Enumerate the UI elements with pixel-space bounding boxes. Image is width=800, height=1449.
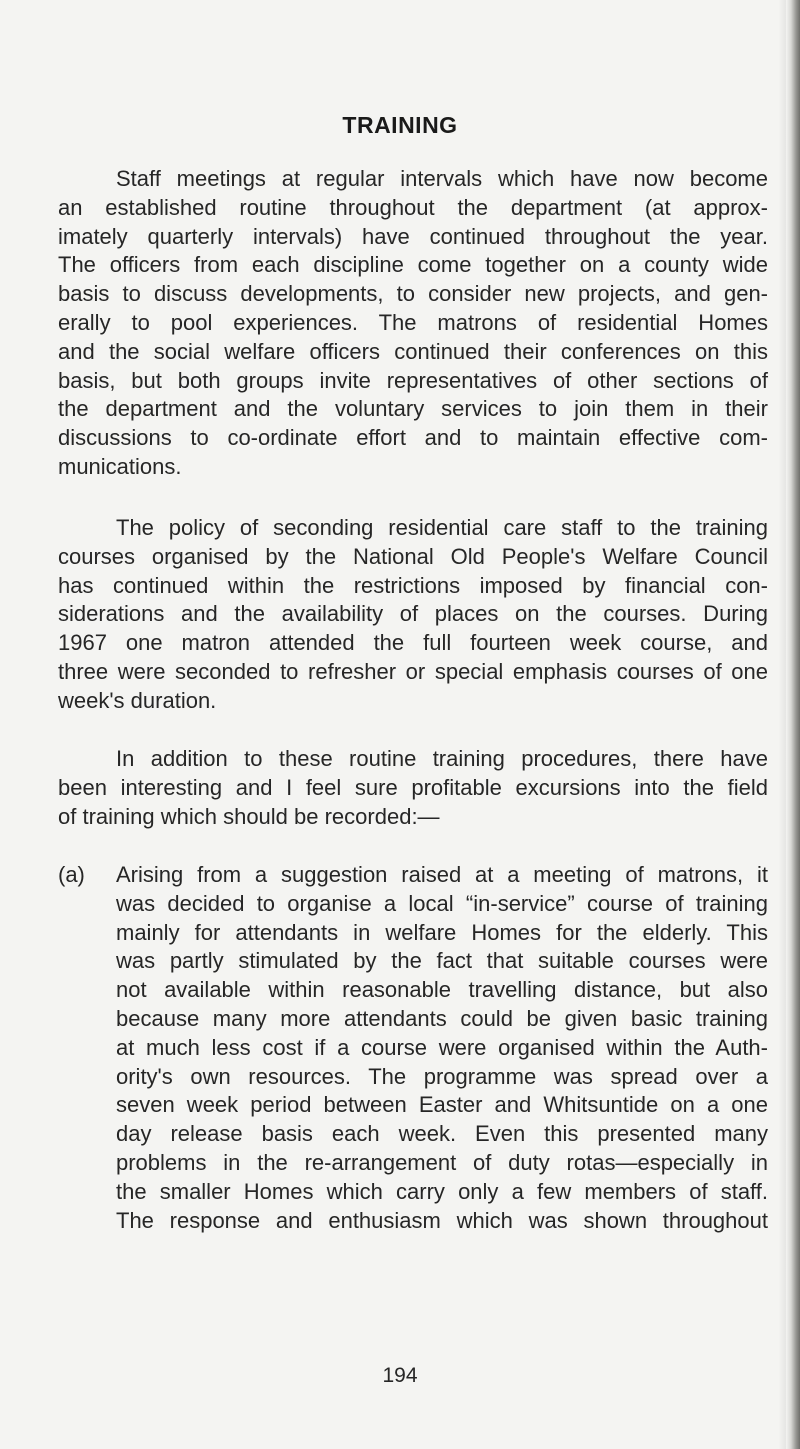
paragraph-line: and the social welfare officers continued their conferences on this [58, 338, 768, 364]
list-item-body [116, 861, 768, 1235]
paragraph-line: erally to pool experiences. The matrons of residential Homes [58, 309, 768, 335]
paragraph-line: week's duration. [58, 687, 217, 713]
paragraph-line: In addition to these routine training procedures, there have [116, 746, 768, 771]
paragraph-line: The officers from each discipline come together on a county wide [58, 252, 768, 278]
paragraph-line: basis, but both groups invite representatives of other sections of [58, 367, 768, 393]
list-item-line: at much less cost if a course were organised within the Auth- [116, 1034, 768, 1060]
paragraph-line: imately quarterly intervals) have continued throughout the year. [58, 223, 768, 249]
list-item-label: (a) [58, 862, 85, 887]
paragraph-line: three were seconded to refresher or special emphasis courses of one [58, 658, 768, 684]
list-item-line: seven week period between Easter and Whitsuntide on a one [116, 1092, 768, 1118]
paragraph-additional-training [58, 745, 768, 831]
list-item-line: not available within reasonable travelling distance, but also [116, 977, 768, 1003]
page-edge-shadow [778, 0, 786, 1449]
paragraph-line: been interesting and I feel sure profitable excursions into the field [58, 774, 768, 800]
list-item-line: mainly for attendants in welfare Homes for the elderly. This [116, 919, 768, 945]
paragraph-line: 1967 one matron attended the full fourteen week course, and [58, 630, 768, 656]
paragraph-line: discussions to co-ordinate effort and to maintain effective com- [58, 425, 768, 451]
page-title: TRAINING [342, 112, 458, 138]
list-item-line: the smaller Homes which carry only a few members of staff. [116, 1178, 768, 1204]
list-item-line: Arising from a suggestion raised at a meeting of matrons, it [116, 862, 768, 887]
paragraph-line: the department and the voluntary services to join them in their [58, 396, 768, 422]
paragraph-line: Staff meetings at regular intervals which have now become [116, 166, 768, 191]
paragraph-line: siderations and the availability of places on the courses. During [58, 601, 768, 627]
paragraph-line: of training which should be recorded:— [58, 803, 440, 829]
page-binding-edge [786, 0, 800, 1449]
list-item-line: The response and enthusiasm which was shown throughout [116, 1207, 768, 1233]
paragraph-line: an established routine throughout the department (at approx- [58, 194, 768, 220]
list-item-line: because many more attendants could be given basic training [116, 1005, 768, 1031]
list-item-line: ority's own resources. The programme was spread over a [116, 1063, 768, 1089]
list-item-line: was decided to organise a local “in-service” course of training [116, 890, 768, 916]
list-item-line: was partly stimulated by the fact that suitable courses were [116, 948, 768, 974]
list-item-line: day release basis each week. Even this presented many [116, 1121, 768, 1147]
paragraph-line: has continued within the restrictions imposed by financial con- [58, 572, 768, 598]
page-number: 194 [382, 1364, 418, 1387]
paragraph-staff-meetings [58, 165, 768, 482]
paragraph-line: courses organised by the National Old People's Welfare Council [58, 543, 768, 569]
paragraph-line: munications. [58, 453, 182, 479]
paragraph-line: basis to discuss developments, to consider new projects, and gen- [58, 281, 768, 307]
list-item-line: problems in the re-arrangement of duty rotas—especially in [116, 1149, 768, 1175]
paragraph-seconding-policy [58, 514, 768, 716]
paragraph-line: The policy of seconding residential care staff to the training [116, 515, 768, 540]
